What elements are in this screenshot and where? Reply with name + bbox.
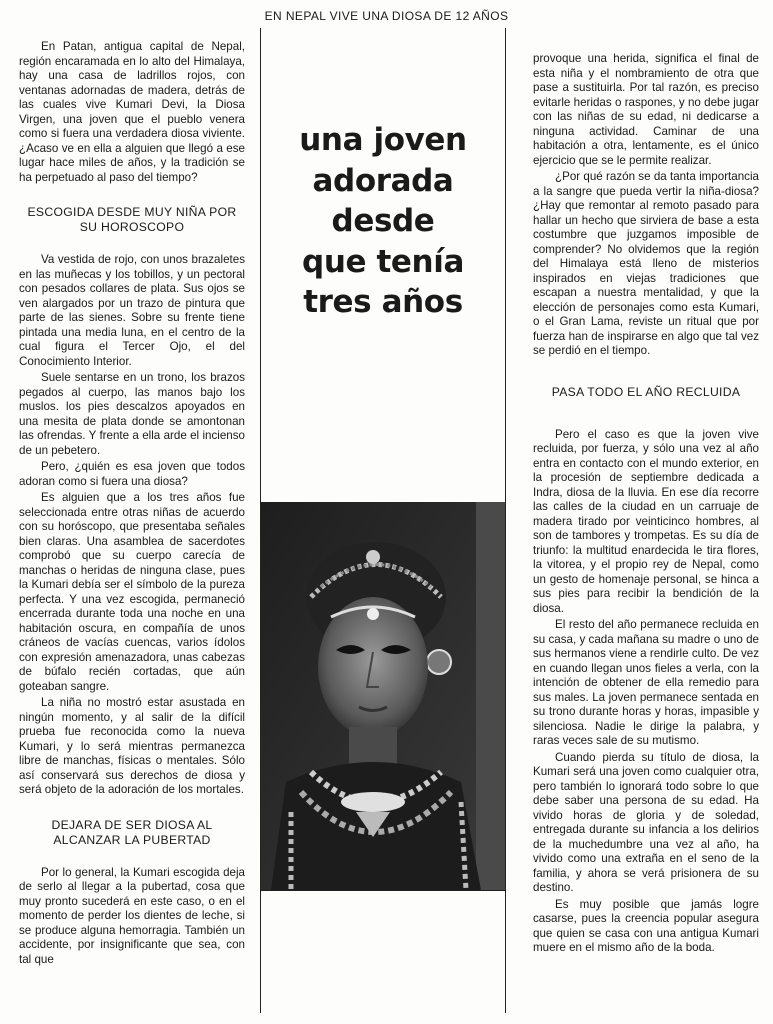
- right-text-column: [533, 52, 759, 956]
- paragraph: Pero, ¿quién es esa joven que todos adoran como si fuera una diosa?: [19, 460, 245, 488]
- headline-line: que tenía: [302, 243, 464, 280]
- paragraph: Es alguien que a los tres años fue seleccionada entre otras niñas de acuerdo con su horóscopo, que presentaba señales bien claras. Una asamblea de sacerdotes comprobó que su cuerpo carecía de manchas o heridas de ninguna clase, pues la Kumari debía ser el símbolo de la pureza perfecta. Y una vez escogida, permaneció encerrada durante toda una noche en una habitación oscura, en compañía de unos cráneos de vacías cuencas, varios ídolos con expresión amenazadora, unas cabezas de búfalo recién cortadas, que aún goteaban sangre.: [19, 491, 245, 693]
- headline-line: adorada: [312, 162, 454, 199]
- section-heading: DEJARA DE SER DIOSA AL ALCANZAR LA PUBERTAD: [51, 817, 213, 847]
- headline-line: una joven: [299, 122, 467, 158]
- paragraph: La niña no mostró estar asustada en ningún momento, y al salir de la difícil prueba fue reconocida como la nueva Kumari, y lo será mientras permanezca libre de manchas, físicas o mentales. Sólo así conservará sus derechos de diosa y será objeto de la adoración de los mortales.: [19, 696, 245, 796]
- headline-line: desde: [331, 203, 435, 239]
- paragraph: El resto del año permanece recluida en su casa, y cada mañana su madre o uno de sus hermanos viene a rendirle culto. De vez en cuando llegan unos fieles a verla, con la intención de obtener de ella remedio para sus males. La joven permanece sentada en su trono durante horas y horas, impasible y silenciosa. Nadie le dirige la palabra, y raras veces sale de su mutismo.: [533, 618, 759, 747]
- page-kicker: EN NEPAL VIVE UNA DIOSA DE 12 AÑOS: [264, 9, 509, 23]
- section-heading: ESCOGIDA DESDE MUY NIÑA POR SU HOROSCOPO: [27, 205, 237, 234]
- paragraph: Va vestida de rojo, con unos brazaletes en las muñecas y los tobillos, y un pectoral con pesados collares de plata. Sus ojos se ven alargados por un trazo de pintura que parte de las sienes. Sobre su frente tiene pintada una media luna, en el centro de la cual figura el Tercer Ojo, el del Conocimiento Interior.: [19, 253, 245, 368]
- paragraph: Pero el caso es que la joven vive recluida, por fuerza, y sólo una vez al año entra en contacto con el mundo exterior, en la procesión de septiembre dedicada a Indra, diosa de la lluvia. En ese día recorre las calles de la ciudad en un carruaje de madera tirado por veinticinco hombres, al son de tambores y trompetas. Es su día de triunfo: la multitud enardecida le tira flores, la vitorea, y el propio rey de Nepal, como un gesto de homenaje personal, se hinca a sus pies para recibir la bendición de la diosa.: [533, 427, 759, 615]
- paragraph: Suele sentarse en un trono, los brazos pegados al cuerpo, las manos bajo los muslos. los pies descalzos apoyados en una mesita de plata donde se amontonan las ofrendas. Y frente a ella arde el incienso de un pebetero.: [19, 371, 245, 457]
- left-text-column: [19, 40, 245, 967]
- kumari-photo: [261, 502, 505, 890]
- section-heading: PASA TODO EL AÑO RECLUIDA: [551, 384, 741, 399]
- paragraph: Por lo general, la Kumari escogida deja de serlo al llegar a la pubertad, cosa que muy pronto sucederá en este caso, o en el momento de perder los dientes de leche, si se produce alguna hemorragia. También un accidente, por insignificante que sea, con tal que: [19, 865, 245, 966]
- paragraph: Es muy posible que jamás logre casarse, pues la creencia popular asegura que quien se casa con una antigua Kumari muere en el mismo año de la boda.: [533, 897, 759, 954]
- paragraph: Cuando pierda su título de diosa, la Kumari será una joven como cualquier otra, pero también lo ignorará todo sobre lo que debe saber una persona de su edad. Ha vivido horas de gloria y de soledad, entregada durante su infancia a los delirios de la muchedumbre una vez al año, ha vivido como una extraña en el seno de la familia, y ahora se verá prisionera de su destino.: [533, 750, 759, 894]
- headline-line: tres años: [303, 284, 463, 320]
- paragraph: En Patan, antigua capital de Nepal, región encaramada en lo alto del Himalaya, hay una casa de ladrillos rojos, con ventanas adornadas de madera, detrás de las cuales vive Kumari Devi, la Diosa Virgen, una joven que el pueblo venera como si fuera una verdadera diosa viviente. ¿Acaso ve en ella a alguien que llegó a ese lugar hace miles de años, y la tradición se ha perpetuado al paso del tiempo?: [19, 40, 245, 184]
- photo-bottom-frame: [261, 890, 505, 1014]
- center-panel: [260, 28, 506, 1013]
- paragraph: provoque una herida, significa el final de esta niña y el nombramiento de otra que pase a sustituirla. Por tal razón, es preciso evitarle heridas o raspones, y no debe jugar con las niñas de su edad, ni dedicarse a ninguna actividad. Caminar de una habitación a otra, lentamente, es el único ejercicio que se le permite realizar.: [533, 52, 759, 167]
- headline: [261, 120, 505, 323]
- paragraph: ¿Por qué razón se da tanta importancia a la sangre que pueda vertir la niña-diosa? ¿Hay que remontar al remoto pasado para hallar un hecho que sirviera de base a esta costumbre que juzgamos imposible de comprender? No olvidemos que la región del Himalaya está lleno de misterios inspirados en viejas tradiciones que escapan a nuestra mentalidad, y que la elección de personajes como esta Kumari, o el Gran Lama, reviste un ritual que por fuerza han de inspirarse en algo que tal vez se perdió en el tiempo.: [533, 170, 759, 357]
- kumari-portrait-image: [261, 502, 505, 890]
